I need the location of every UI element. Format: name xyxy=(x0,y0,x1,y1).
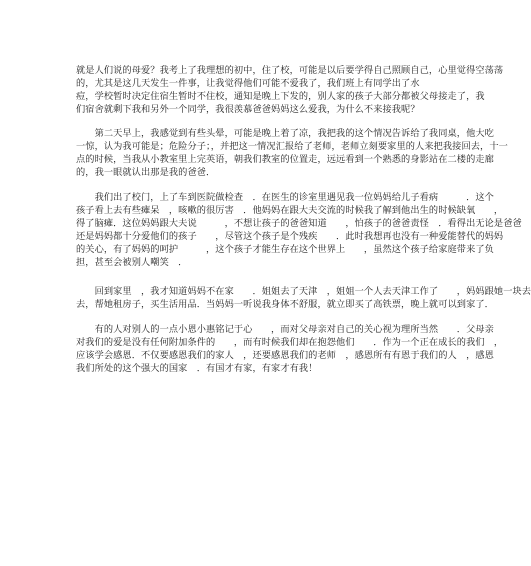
text-line: 的，尤其是这几天发生一件事，让我觉得他们可能不爱我了，我们班上有同学出了水 xyxy=(76,78,420,89)
paragraph-1 xyxy=(76,64,504,116)
paragraph-3 xyxy=(76,191,522,269)
text-line: 我们出了校门，上了车到医院做检查 ．在医生的诊室里遇见我一位妈妈给儿子看病 ．这个 xyxy=(76,192,494,203)
text-line: 回到家里 ，我才知道妈妈不在家 ．姐姐去了天津 ，姐姐一个人去天津工作了 ，妈妈跟她一块去 xyxy=(76,286,531,297)
text-line: 痘，学校暂时决定住宿生暂时不住校，通知是晚上下发的，别人家的孩子大部分都被父母接走了，我 xyxy=(76,91,485,102)
text-line: 第二天早上，我感觉到有些头晕，可能是晚上着了凉，我把我的这个情况告诉给了我同桌，他大吃 xyxy=(76,128,494,139)
paragraph-4 xyxy=(76,285,531,311)
text-line: 担，甚至会被别人嘲笑 ． xyxy=(76,257,188,268)
text-line: 们宿舍就剩下我和另外一个同学，我很羡慕爸爸妈妈这么爱我，为什么不来接我呢？ xyxy=(76,104,420,115)
text-line: 去，帮她租房子，买生活用品．当妈妈一听说我身体不舒服，就立即买了高铁票，晚上就可以到家了． xyxy=(76,299,494,310)
text-line: 还是妈妈都十分爱他们的孩子 ，尽管这个孩子是个残疾 ．此时我想再也没有一种爱能替代的妈妈 xyxy=(76,231,504,242)
paragraph-2 xyxy=(76,127,508,179)
text-line: 得了脑瘫．这位妈妈跟大夫说 ，不想让孩子的爸爸知道 ，怕孩子的爸爸责怪 ．看得出无论是爸爸 xyxy=(76,218,522,229)
text-line: 孩子看上去有些瘫呆 ，咳嗽的很厉害 ．他妈妈在跟大夫交流的时候我了解到他出生的时候缺氧 ， xyxy=(76,205,504,216)
text-line: 就是人们说的母爱？我考上了我理想的初中，住了校，可能是以后要学得自己照顾自己，心里觉得空荡荡 xyxy=(76,65,504,76)
paragraph-5 xyxy=(76,323,504,375)
text-line: 我们所处的这个强大的国家 ．有国才有家，有家才有我！ xyxy=(76,363,318,374)
text-line: 应该学会感恩．不仅要感恩我们的家人 ，还要感恩我们的老师 ，感恩所有有恩于我们的人 ，感恩 xyxy=(76,350,494,361)
text-line: 对我们的爱是没有任何附加条件的 ，而有时候我们却在抱怨他们 ．作为一个正在成长的我们 ， xyxy=(76,337,504,348)
text-line: 的，我一眼就认出那是我的爸爸． xyxy=(76,167,216,178)
text-line: 有的人对别人的一点小恩小惠铭记于心 ，而对父母亲对自己的关心视为理所当然 ．父母亲 xyxy=(76,324,494,335)
text-line: 一惊，认为我可能是；危险分子；，并把这一情况汇报给了老师，老师立刻要家里的人来把我接回去，十一 xyxy=(76,141,508,152)
text-line: 的关心，有了妈妈的呵护 ，这个孩子才能生存在这个世界上 ，虽然这个孩子给家庭带来了负 xyxy=(76,244,494,255)
text-line: 点的时候，当我从小教室里上完英语，朝我们教室的位置走，远远看到一个熟悉的身影站在二楼的走廊 xyxy=(76,154,494,165)
